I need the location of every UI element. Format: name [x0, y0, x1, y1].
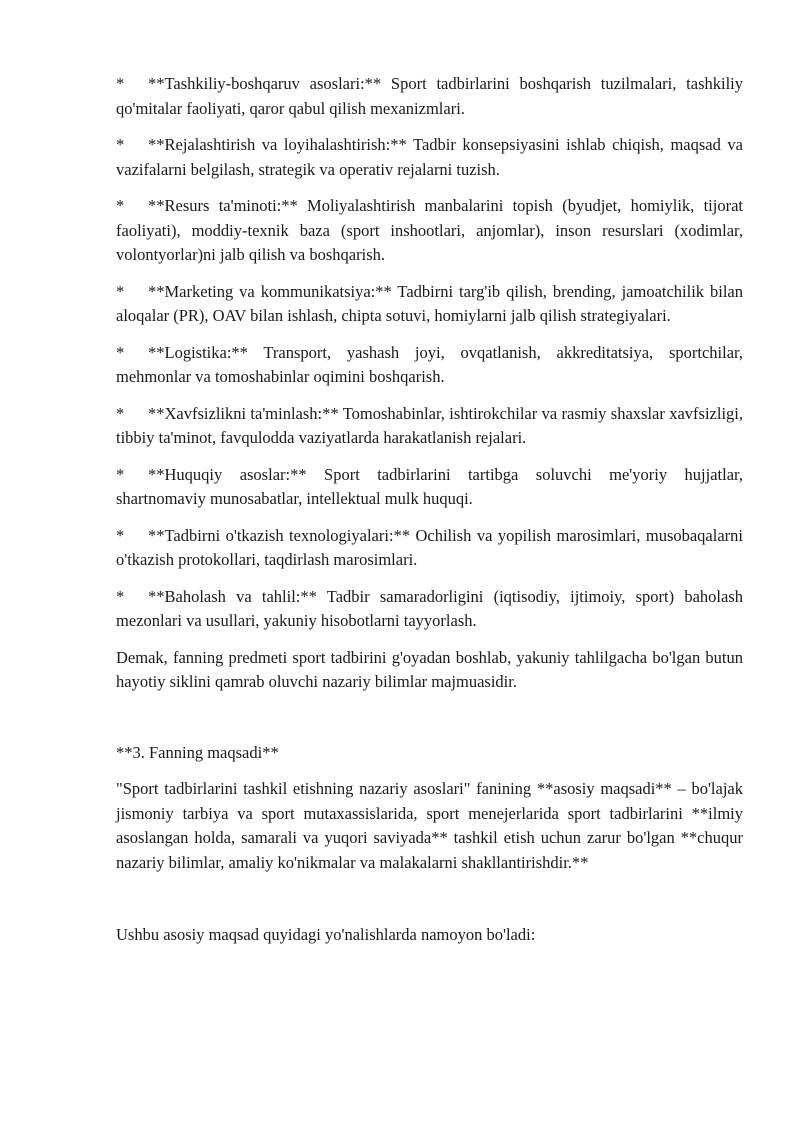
conclusion-paragraph: Demak, fanning predmeti sport tadbirini g'oyadan boshlab, yakuniy tahlilgacha bo'lgan butun hayotiy siklini qamrab oluvchi nazariy bilimlar majmuasidir.	[116, 647, 743, 691]
bullet-marker: *	[116, 74, 125, 93]
bullet-marker: *	[116, 403, 125, 423]
closing-line: Ushbu asosiy maqsad quyidagi yo'nalishlarda namoyon bo'ladi:	[116, 925, 536, 944]
document-page	[116, 72, 743, 960]
section-heading: **3. Fanning maqsadi**	[116, 742, 279, 762]
bullet-text: **Rejalashtirish va loyihalashtirish:** Tadbir konsepsiyasini ishlab chiqish, maqsad va vazifalarni belgilash, strategik va operativ rejalarni tuzish.	[116, 135, 743, 179]
bullet-text: **Baholash va tahlil:** Tadbir samaradorligini (iqtisodiy, ijtimoiy, sport) baholash mezonlari va usullari, yakuniy hisobotlarni tayyorlash.	[116, 586, 743, 630]
bullet-item	[116, 280, 743, 329]
bullet-marker: *	[116, 586, 125, 606]
spacer	[116, 707, 743, 741]
purpose-paragraph: "Sport tadbirlarini tashkil etishning nazariy asoslari" fanining **asosiy maqsadi** – bo'lajak jismoniy tarbiya va sport mutaxassislarida, sport menejerlarida sport tadbirlarini **ilmiy asoslangan holda, samarali va yuqori saviyada** tashkil etish uchun zarur bo'lgan **chuqur nazariy bilimlar, amaliy ko'nikmalar va malakalarni shakllantirishdir.**	[116, 779, 743, 872]
bullet-marker: *	[116, 342, 125, 362]
bullet-marker: *	[116, 464, 125, 484]
spacer	[116, 887, 743, 923]
bullet-text: **Huquqiy asoslar:** Sport tadbirlarini tartibga soluvchi me'yoriy hujjatlar, shartnomaviy munosabatlar, intellektual mulk huquqi.	[116, 464, 743, 508]
bullet-text: **Logistika:** Transport, yashash joyi, ovqatlanish, akkreditatsiya, sportchilar, mehmonlar va tomoshabinlar oqimini boshqarish.	[116, 342, 743, 386]
bullet-item	[116, 402, 743, 451]
bullet-item	[116, 585, 743, 634]
bullet-item	[116, 341, 743, 390]
bullet-item	[116, 194, 743, 268]
bullet-marker: *	[116, 525, 125, 545]
bullet-text: **Xavfsizlikni ta'minlash:** Tomoshabinlar, ishtirokchilar va rasmiy shaxslar xavfsizligi, tibbiy ta'minot, favqulodda vaziyatlarda harakatlanish rejalari.	[116, 403, 743, 447]
bullet-text: **Marketing va kommunikatsiya:** Tadbirni targ'ib qilish, brending, jamoatchilik bilan aloqalar (PR), OAV bilan ishlash, chipta sotuvi, homiylarni jalb qilish strategiyalari.	[116, 281, 743, 325]
bullet-marker: *	[116, 135, 125, 154]
bullet-marker: *	[116, 196, 125, 215]
bullet-item	[116, 463, 743, 512]
bullet-item	[116, 133, 743, 182]
bullet-item	[116, 72, 743, 121]
bullet-text: **Tashkiliy-boshqaruv asoslari:** Sport tadbirlarini boshqarish tuzilmalari, tashkiliy qo'mitalar faoliyati, qaror qabul qilish mexanizmlari.	[116, 74, 743, 118]
bullet-text: **Resurs ta'minoti:** Moliyalashtirish manbalarini topish (byudjet, homiylik, tijorat faoliyati), moddiy-texnik baza (sport inshootlari, anjomlar), inson resurslari (xodimlar, volontyorlar)ni jalb qilish va boshqarish.	[116, 196, 743, 264]
bullet-marker: *	[116, 281, 125, 301]
bullet-item	[116, 524, 743, 573]
bullet-text: **Tadbirni o'tkazish texnologiyalari:** Ochilish va yopilish marosimlari, musobaqalarni o'tkazish protokollari, taqdirlash marosimlari.	[116, 525, 743, 569]
